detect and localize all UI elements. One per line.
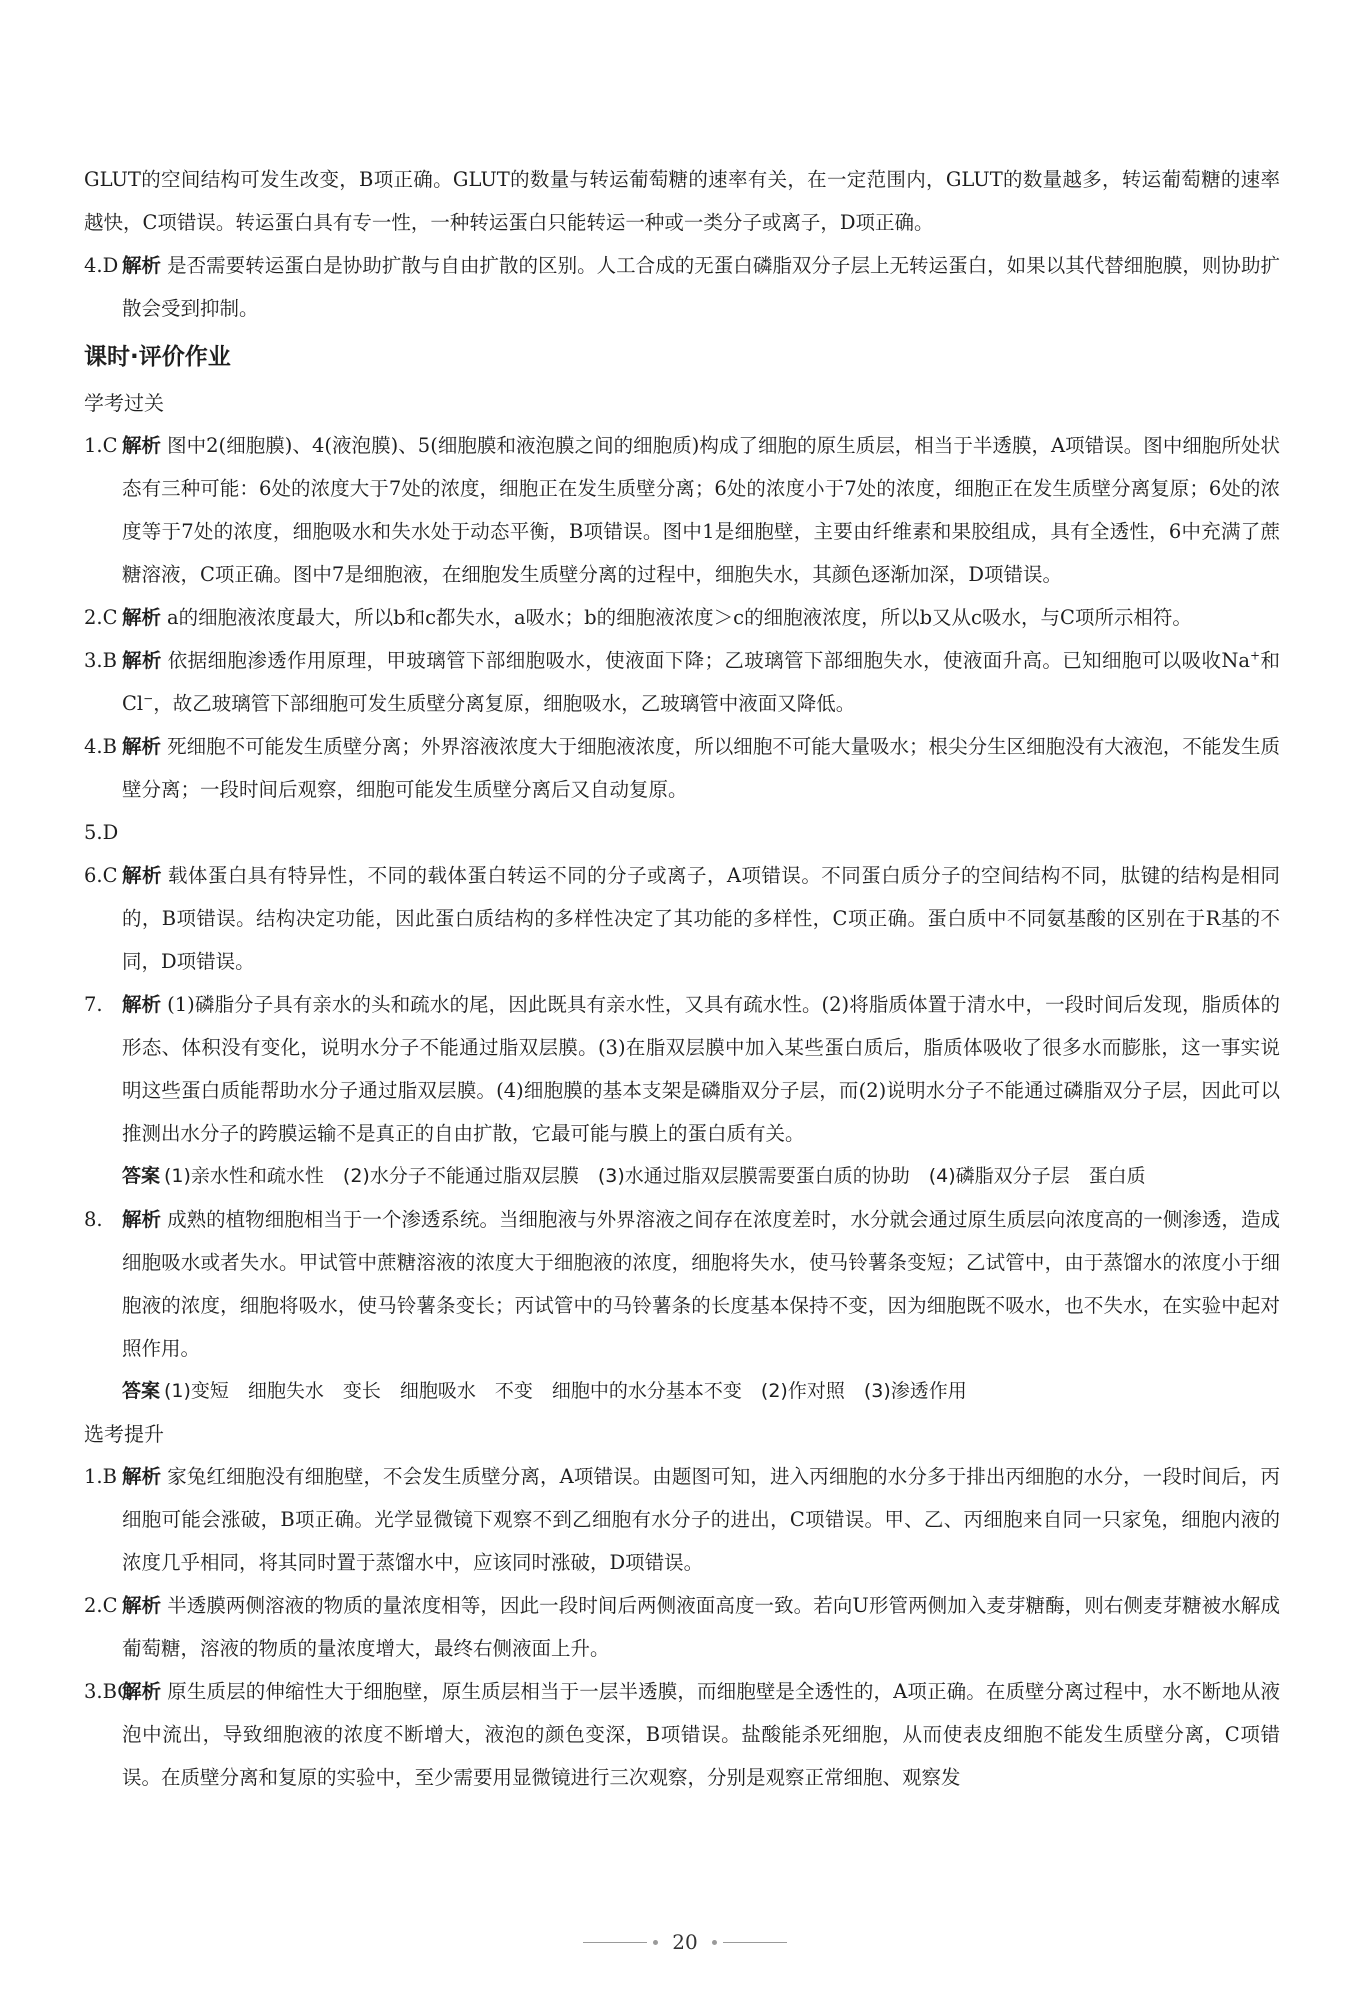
analysis-label: 解析 <box>122 1680 162 1703</box>
analysis-label: 解析 <box>122 254 162 277</box>
continuation-paragraph: GLUT的空间结构可发生改变，B项正确。GLUT的数量与转运葡萄糖的速率有关，在一定范围内，GLUT的数量越多，转运葡萄糖的速率越快，C项错误。转运蛋白具有专一性，一种转运蛋白只能转运一种或一类分子或离子，D项正确。 <box>84 168 1280 234</box>
analysis-text: ，故乙玻璃管下部细胞可发生质壁分离复原，细胞吸水，乙玻璃管中液面又降低。 <box>153 692 856 715</box>
superscript-plus: + <box>1250 648 1261 663</box>
page-number: 20 <box>672 1930 698 1954</box>
analysis-text: (1)磷脂分子具有亲水的头和疏水的尾，因此既具有亲水性，又具有疏水性。(2)将脂质体置于清水中，一段时间后发现，脂质体的形态、体积没有变化，说明水分子不能通过脂双层膜。(3)在脂双层膜中加入某些蛋白质后，脂质体吸收了很多水而膨胀，这一事实说明这些蛋白质能帮助水分子通过脂双层膜。(4)细胞膜的基本支架是磷脂双分子层，而(2)说明水分子不能通过磷脂双分子层，因此可以推测出水分子的跨膜运输不是真正的自由扩散，它最可能与膜上的蛋白质有关。 <box>122 993 1280 1145</box>
answer-label: 答案 <box>122 1165 161 1187</box>
question-4 <box>84 725 1280 811</box>
analysis-text: 图中2(细胞膜)、4(液泡膜)、5(细胞膜和液泡膜之间的细胞质)构成了细胞的原生质层，相当于半透膜，A项错误。图中细胞所处状态有三种可能：6处的浓度大于7处的浓度，细胞正在发生质壁分离；6处的浓度小于7处的浓度，细胞正在发生质壁分离复原；6处的浓度等于7处的浓度，细胞吸水和失水处于动态平衡，B项错误。图中1是细胞壁，主要由纤维素和果胶组成，具有全透性，6中充满了蔗糖溶液，C项正确。图中7是细胞液，在细胞发生质壁分离的过程中，细胞失水，其颜色逐渐加深，D项错误。 <box>122 434 1280 586</box>
question-number: 4.D <box>84 254 119 277</box>
answer-text: (1)亲水性和疏水性 (2)水分子不能通过脂双层膜 (3)水通过脂双层膜需要蛋白质的协助 (4)磷脂双分子层 蛋白质 <box>164 1165 1146 1187</box>
question-6 <box>84 854 1280 983</box>
analysis-text: 家兔红细胞没有细胞壁，不会发生质壁分离，A项错误。由题图可知，进入丙细胞的水分多于排出丙细胞的水分，一段时间后，丙细胞可能会涨破，B项正确。光学显微镜下观察不到乙细胞有水分子的进出，C项错误。甲、乙、丙细胞来自同一只家兔，细胞内液的浓度几乎相同，将其同时置于蒸馏水中，应该同时涨破，D项错误。 <box>122 1465 1280 1574</box>
analysis-label: 解析 <box>122 1465 162 1488</box>
page-content <box>84 158 1280 1799</box>
question-number: 7. <box>84 993 103 1016</box>
advanced-question-2 <box>84 1584 1280 1670</box>
answer-7 <box>84 1155 1280 1198</box>
analysis-text: 载体蛋白具有特异性，不同的载体蛋白转运不同的分子或离子，A项错误。不同蛋白质分子的空间结构不同，肽键的结构是相同的，B项错误。结构决定功能，因此蛋白质结构的多样性决定了其功能的多样性，C项正确。蛋白质中不同氨基酸的区别在于R基的不同，D项错误。 <box>122 864 1280 973</box>
analysis-text: 依据细胞渗透作用原理，甲玻璃管下部细胞吸水，使液面下降；乙玻璃管下部细胞失水，使液面升高。已知细胞可以吸收Na <box>167 649 1251 672</box>
analysis-text: 是否需要转运蛋白是协助扩散与自由扩散的区别。人工合成的无蛋白磷脂双分子层上无转运蛋白，如果以其代替细胞膜，则协助扩散会受到抑制。 <box>122 254 1280 320</box>
question-number: 2.C <box>84 1594 118 1617</box>
question-number: 3.BC <box>84 1680 133 1703</box>
analysis-text: a的细胞液浓度最大，所以b和c都失水，a吸水；b的细胞液浓度＞c的细胞液浓度，所以b又从c吸水，与C项所示相符。 <box>167 606 1192 629</box>
question-number: 1.C <box>84 434 118 457</box>
page-footer <box>0 1930 1370 1954</box>
answer-text: (1)变短 细胞失水 变长 细胞吸水 不变 细胞中的水分基本不变 (2)作对照 (3)渗透作用 <box>164 1380 967 1402</box>
question-1 <box>84 424 1280 596</box>
advanced-question-3 <box>84 1670 1280 1799</box>
analysis-label: 解析 <box>122 1208 162 1231</box>
question-8 <box>84 1198 1280 1370</box>
advanced-question-1 <box>84 1455 1280 1584</box>
analysis-label: 解析 <box>122 1594 162 1617</box>
question-7 <box>84 983 1280 1155</box>
question-number: 6.C <box>84 864 118 887</box>
answer-8 <box>84 1370 1280 1413</box>
question-3 <box>84 639 1280 725</box>
footer-dot-left <box>653 1940 658 1945</box>
subsection-title-basic: 学考过关 <box>84 391 164 415</box>
footer-rule-right <box>723 1942 787 1943</box>
footer-dot-right <box>712 1940 717 1945</box>
answer-label: 答案 <box>122 1380 161 1402</box>
analysis-text: 和Cl <box>122 649 1280 715</box>
analysis-label: 解析 <box>122 434 162 457</box>
question-5 <box>84 811 1280 854</box>
analysis-text: 半透膜两侧溶液的物质的量浓度相等，因此一段时间后两侧液面高度一致。若向U形管两侧加入麦芽糖酶，则右侧麦芽糖被水解成葡萄糖，溶液的物质的量浓度增大，最终右侧液面上升。 <box>122 1594 1280 1660</box>
question-number: 1.B <box>84 1465 117 1488</box>
analysis-label: 解析 <box>122 735 162 758</box>
question-number: 2.C <box>84 606 118 629</box>
analysis-label: 解析 <box>122 649 162 672</box>
superscript-minus: − <box>143 691 154 706</box>
prev-question-4 <box>84 244 1280 330</box>
analysis-label: 解析 <box>122 606 162 629</box>
question-2 <box>84 596 1280 639</box>
analysis-label: 解析 <box>122 864 162 887</box>
analysis-label: 解析 <box>122 993 162 1016</box>
question-number: 4.B <box>84 735 117 758</box>
analysis-text: 原生质层的伸缩性大于细胞壁，原生质层相当于一层半透膜，而细胞壁是全透性的，A项正确。在质壁分离过程中，水不断地从液泡中流出，导致细胞液的浓度不断增大，液泡的颜色变深，B项错误。盐酸能杀死细胞，从而使表皮细胞不能发生质壁分离，C项错误。在质壁分离和复原的实验中，至少需要用显微镜进行三次观察，分别是观察正常细胞、观察发 <box>122 1680 1280 1789</box>
analysis-text: 死细胞不可能发生质壁分离；外界溶液浓度大于细胞液浓度，所以细胞不可能大量吸水；根尖分生区细胞没有大液泡，不能发生质壁分离；一段时间后观察，细胞可能发生质壁分离后又自动复原。 <box>122 735 1280 801</box>
question-number: 3.B <box>84 649 117 672</box>
question-number: 5.D <box>84 821 119 844</box>
section-title: 课时·评价作业 <box>84 344 231 370</box>
question-number: 8. <box>84 1208 103 1231</box>
subsection-title-advanced: 选考提升 <box>84 1422 164 1446</box>
analysis-text: 成熟的植物细胞相当于一个渗透系统。当细胞液与外界溶液之间存在浓度差时，水分就会通过原生质层向浓度高的一侧渗透，造成细胞吸水或者失水。甲试管中蔗糖溶液的浓度大于细胞液的浓度，细胞将失水，使马铃薯条变短；乙试管中，由于蒸馏水的浓度小于细胞液的浓度，细胞将吸水，使马铃薯条变长；丙试管中的马铃薯条的长度基本保持不变，因为细胞既不吸水，也不失水，在实验中起对照作用。 <box>122 1208 1280 1360</box>
footer-rule-left <box>583 1942 647 1943</box>
